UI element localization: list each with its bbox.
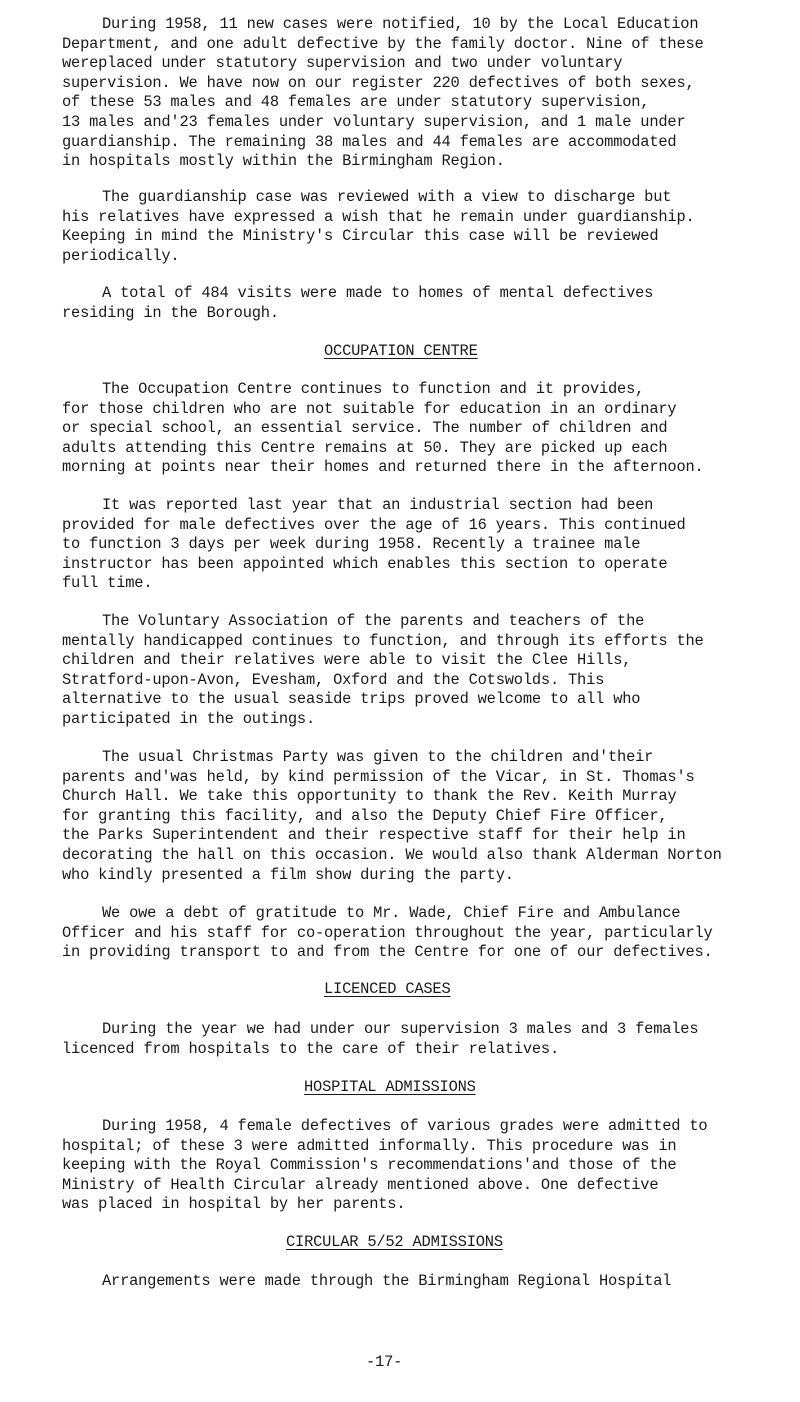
text-line: A total of 484 visits were made to homes of mental defectives: [102, 284, 654, 302]
text-line: his relatives have expressed a wish that he remain under guardianship.: [62, 207, 695, 226]
paragraph-visits: [62, 284, 762, 323]
text-line: alternative to the usual seaside trips proved welcome to all who: [62, 690, 641, 709]
text-line: keeping with the Royal Commission's recommendations'and those of the: [62, 1156, 677, 1175]
text-line: in providing transport to and from the Centre for one of our defectives.: [62, 943, 713, 962]
text-line: It was reported last year that an industrial section had been: [102, 496, 654, 514]
heading-hospital-admissions: HOSPITAL ADMISSIONS: [304, 1078, 476, 1096]
text-line: Officer and his staff for co-operation throughout the year, particularly: [62, 923, 713, 942]
text-line: children and their relatives were able to visit the Clee Hills,: [62, 651, 632, 670]
text-line: Church Hall. We take this opportunity to thank the Rev. Keith Murray: [62, 787, 677, 806]
heading-occupation-centre: OCCUPATION CENTRE: [324, 342, 478, 360]
text-line: Ministry of Health Circular already mentioned above. One defective: [62, 1175, 659, 1194]
text-line: of these 53 males and 48 females are under statutory supervision,: [62, 93, 650, 112]
text-line: During 1958, 4 female defectives of various grades were admitted to: [102, 1117, 708, 1135]
text-line: who kindly presented a film show during the party.: [62, 865, 514, 884]
text-line: for those children who are not suitable for education in an ordinary: [62, 399, 677, 418]
text-line: parents and'was held, by kind permission of the Vicar, in St. Thomas's: [62, 767, 695, 786]
text-line: for granting this facility, and also the Deputy Chief Fire Officer,: [62, 806, 668, 825]
text-line: to function 3 days per week during 1958. Recently a trainee male: [62, 535, 641, 554]
paragraph-gratitude: [62, 904, 762, 963]
text-line: We owe a debt of gratitude to Mr. Wade, Chief Fire and Ambulance: [102, 904, 681, 922]
paragraph-circular-admissions: [62, 1272, 762, 1292]
text-line: The usual Christmas Party was given to the children and'their: [102, 748, 654, 766]
text-line: During 1958, 11 new cases were notified, 10 by the Local Education: [102, 15, 699, 33]
text-line: provided for male defectives over the age of 16 years. This continued: [62, 515, 686, 534]
paragraph-voluntary-association: [62, 612, 762, 730]
text-line: The Voluntary Association of the parents and teachers of the: [102, 612, 645, 630]
text-line: in hospitals mostly within the Birmingham Region.: [62, 152, 505, 171]
text-line: or special school, an essential service. The number of children and: [62, 419, 668, 438]
text-line: the Parks Superintendent and their respective staff for their help in: [62, 826, 686, 845]
text-line: During the year we had under our supervision 3 males and 3 females: [102, 1020, 699, 1038]
heading-licenced-cases: LICENCED CASES: [324, 980, 451, 998]
text-line: Keeping in mind the Ministry's Circular this case will be reviewed: [62, 227, 659, 246]
text-line: wereplaced under statutory supervision and two under voluntary: [62, 54, 623, 73]
text-line: The guardianship case was reviewed with a view to discharge but: [102, 188, 672, 206]
paragraph-christmas-party: [62, 748, 762, 885]
text-line: periodically.: [62, 246, 180, 265]
page-number: -17-: [366, 1353, 403, 1371]
text-line: mentally handicapped continues to function, and through its efforts the: [62, 631, 704, 650]
paragraph-hospital-admissions: [62, 1117, 762, 1215]
text-line: full time.: [62, 574, 153, 593]
paragraph-licenced-cases: [62, 1020, 762, 1059]
text-line: licenced from hospitals to the care of their relatives.: [62, 1039, 559, 1058]
text-line: Stratford-upon-Avon, Evesham, Oxford and the Cotswolds. This: [62, 670, 605, 689]
text-line: residing in the Borough.: [62, 303, 279, 322]
text-line: was placed in hospital by her parents.: [62, 1195, 406, 1214]
paragraph-guardianship: [62, 188, 762, 266]
paragraph-occupation-centre: [62, 380, 762, 478]
text-line: guardianship. The remaining 38 males and 44 females are accommodated: [62, 132, 677, 151]
text-line: instructor has been appointed which enables this section to operate: [62, 554, 668, 573]
text-line: 13 males and'23 females under voluntary supervision, and 1 male under: [62, 112, 686, 131]
paragraph-new-cases: [62, 15, 762, 172]
heading-circular-admissions: CIRCULAR 5/52 ADMISSIONS: [286, 1233, 503, 1251]
text-line: Arrangements were made through the Birmingham Regional Hospital: [102, 1272, 672, 1290]
text-line: The Occupation Centre continues to function and it provides,: [102, 380, 645, 398]
text-line: participated in the outings.: [62, 709, 316, 728]
text-line: Department, and one adult defective by the family doctor. Nine of these: [62, 34, 704, 53]
text-line: decorating the hall on this occasion. We would also thank Alderman Norton: [62, 845, 722, 864]
text-line: adults attending this Centre remains at 50. They are picked up each: [62, 438, 668, 457]
text-line: hospital; of these 3 were admitted informally. This procedure was in: [62, 1136, 677, 1155]
paragraph-industrial-section: [62, 496, 762, 594]
text-line: morning at points near their homes and returned there in the afternoon.: [62, 458, 704, 477]
text-line: supervision. We have now on our register 220 defectives of both sexes,: [62, 73, 695, 92]
